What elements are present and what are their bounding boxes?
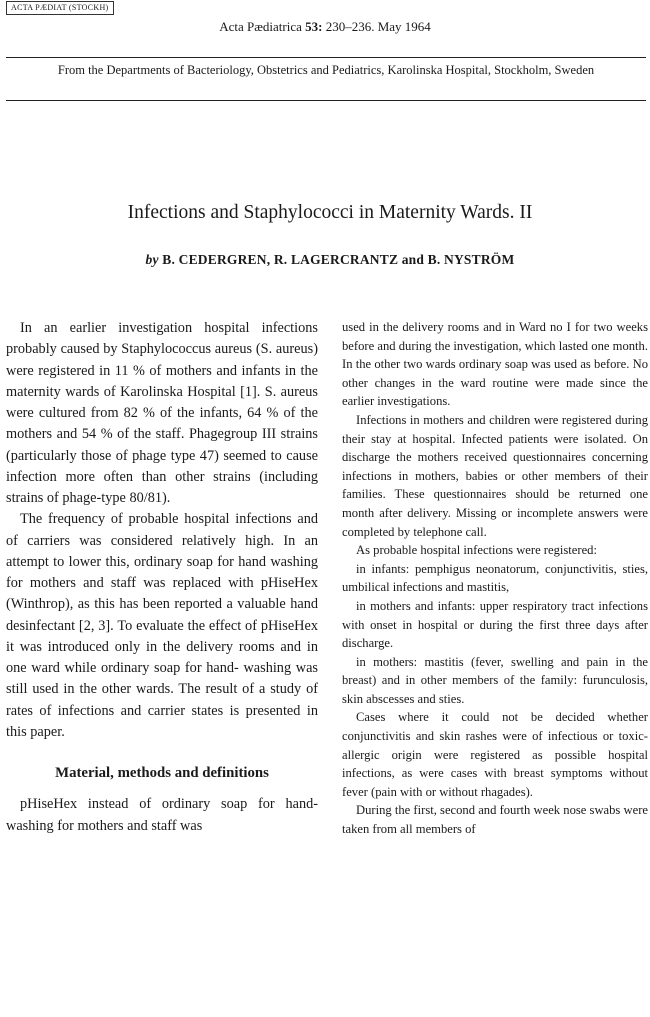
journal-citation <box>0 19 650 35</box>
header-rule-top <box>6 57 646 58</box>
author-line <box>0 252 650 268</box>
left-column <box>6 318 318 837</box>
paragraph: During the first, second and fourth week nose swabs were taken from all members of <box>342 803 648 837</box>
paragraph: Infections in mothers and children were registered during their stay at hospital. Infected patients were isolated. On discharge the mothers received questionnaires concerning infections in mothers, babies or other members of their families. These questionnaires should be returned one month after delivery. Missing or incomplete answers were completed by telephone call. <box>342 412 648 539</box>
author-names: B. CEDERGREN, R. LAGERCRANTZ and B. NYSTRÖM <box>162 252 515 267</box>
journal-pages-date: 230–236. May 1964 <box>325 19 431 34</box>
article-title: Infections and Staphylococci in Maternity Wards. II <box>127 202 533 223</box>
paragraph: pHiseHex instead of ordinary soap for hand-washing for mothers and staff was <box>6 796 318 834</box>
paragraph: In an earlier investigation hospital infections probably caused by Staphylococcus aureus (S. aureus) were registered in 11 % of mothers and infants in the maternity wards of Karolinska Hospital [1]. S. aureus were cultured from 82 % of the infants, 64 % of the mothers and 54 % of the staff. Phagegroup III strains (particularly those of phage type 47) seemed to cause infection more often than other strains (including strains of phage-type 80/81). <box>6 320 318 506</box>
journal-stamp: ACTA PÆDIAT (STOCKH) <box>6 1 114 15</box>
journal-name: Acta Pædiatrica <box>219 19 302 34</box>
paragraph: used in the delivery rooms and in Ward no I for two weeks before and during the investigation, which lasted one month. In the other two wards ordinary soap was used as before. No other changes in the ward routine were made since the earlier investigations. <box>342 320 648 409</box>
definition-item: in mothers and infants: upper respiratory tract infections with onset in hospital or during the first three days after discharge. <box>342 598 648 651</box>
paragraph: The frequency of probable hospital infections and of carriers was considered relatively high. In an attempt to lower this, ordinary soap for hand washing for mothers and staff was replaced with pHiseHex (Winthrop), as this has been reported a valuable hand desinfectant [2, 3]. To evaluate the effect of pHiseHex it was introduced only in the delivery rooms and in one ward while ordinary soap for hand- washing was still used in the other wards. The result of a study of rates of infections and carrier states is presented in this paper. <box>6 511 318 740</box>
header-rule-bottom <box>6 100 646 101</box>
right-column <box>342 318 648 839</box>
author-by: by <box>145 252 159 267</box>
affiliation: From the Departments of Bacteriology, Obstetrics and Pediatrics, Karolinska Hospital, Stockholm, Sweden <box>57 63 595 77</box>
journal-volume: 53: <box>305 19 323 34</box>
paragraph: Cases where it could not be decided whether conjunctivitis and skin rashes were of infectious or toxic-allergic origin were registered as possible hospital infections, as were cases with breast symptoms without fever (pain with or without rhagades). <box>342 710 648 799</box>
definition-item: in mothers: mastitis (fever, swelling and pain in the breast) and in other members of the family: furunculosis, skin abscesses and sties. <box>342 654 648 706</box>
paragraph: As probable hospital infections were registered: <box>356 543 597 558</box>
section-heading: Material, methods and definitions <box>55 765 269 781</box>
definition-item: in infants: pemphigus neonatorum, conjunctivitis, sties, umbilical infections and mastitis, <box>342 561 648 595</box>
